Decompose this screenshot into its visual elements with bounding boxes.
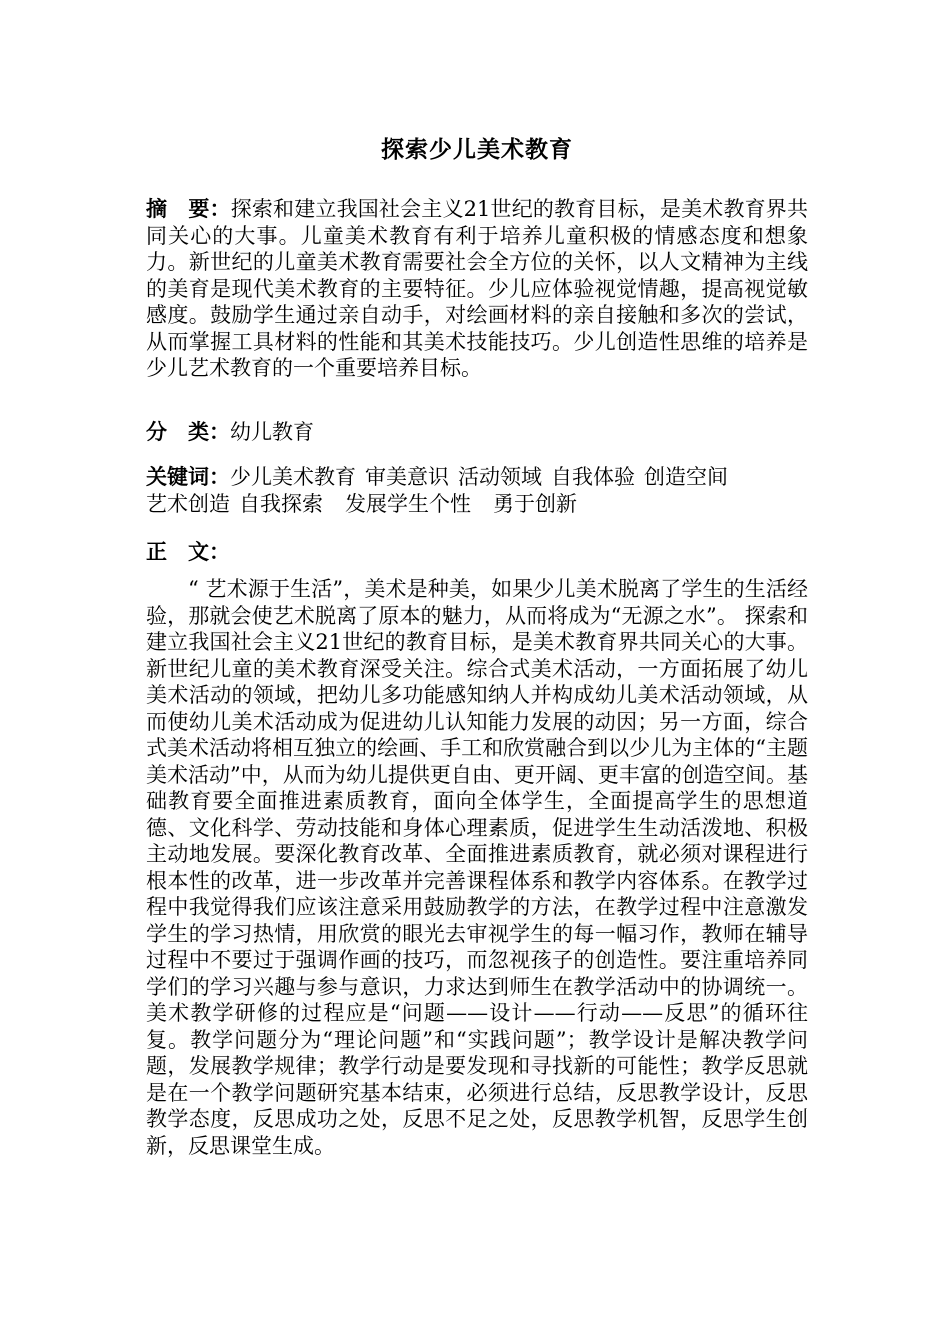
keywords-label: 关键词： [146, 465, 230, 489]
keywords-section [146, 464, 808, 517]
keyword-item: 艺术创造 [146, 491, 230, 516]
keyword-item: 发展学生个性 [345, 491, 471, 516]
body-paragraph: “ 艺术源于生活”，美术是种美，如果少儿美术脱离了学生的生活经验，那就会使艺术脱离了原本的魅力，从而将成为“无源之水”。 探索和建立我国社会主义21世纪的教育目标，是美术教育界共同关心的大事。新世纪儿童的美术教育深受关注。综合式美术活动，一方面拓展了幼儿美术活动的领域，把幼儿多功能感知纳人并构成幼儿美术活动领域，从而使幼儿美术活动成为促进幼儿认知能力发展的动因；另一方面，综合式美术活动将相互独立的绘画、手工和欣赏融合到以少儿为主体的“主题美术活动”中，从而为幼儿提供更自由、更开阔、更丰富的创造空间。基础教育要全面推进素质教育，面向全体学生，全面提高学生的思想道德、文化科学、劳动技能和身体心理素质，促进学生生动活泼地、积极主动地发展。要深化教育改革、全面推进素质教育，就必须对课程进行根本性的改革，进一步改革并完善课程体系和教学内容体系。在教学过程中我觉得我们应该注意采用鼓励教学的方法，在教学过程中注意激发学生的学习热情，用欣赏的眼光去审视学生的每一幅习作，教师在辅导过程中不要过于强调作画的技巧，而忽视孩子的创造性。要注重培养同学们的学习兴趣与参与意识，力求达到师生在教学活动中的协调统一。美术教学研修的过程应是“问题——设计——行动——反思”的循环往复。教学问题分为“理论问题”和“实践问题”；教学设计是解决教学问题，发展教学规律；教学行动是要发现和寻找新的可能性；教学反思就是在一个教学问题研究基本结束，必须进行总结，反思教学设计，反思教学态度，反思成功之处，反思不足之处，反思教学机智，反思学生创新，反思课堂生成。 [146, 577, 808, 1158]
keyword-item: 勇于创新 [493, 491, 577, 516]
category-label: 分 类： [146, 420, 230, 444]
abstract-text: 探索和建立我国社会主义21世纪的教育目标，是美术教育界共同关心的大事。儿童美术教育有利于培养儿童积极的情感态度和想象力。新世纪的儿童美术教育需要社会全方位的关怀，以人文精神为主线的美育是现代美术教育的主要特征。少儿应体验视觉情趣，提高视觉敏感度。鼓励学生通过亲自动手，对绘画材料的亲自接触和多次的尝试，从而掌握工具材料的性能和其美术技能技巧。少儿创造性思维的培养是少儿艺术教育的一个重要培养目标。 [146, 197, 808, 380]
category-section [146, 419, 808, 446]
abstract-label: 摘 要： [146, 197, 231, 221]
abstract-section [146, 196, 808, 382]
keyword-item: 少儿美术教育 [230, 465, 356, 489]
document-title: 探索少儿美术教育 [381, 137, 573, 163]
category-text: 幼儿教育 [230, 420, 314, 444]
keyword-item: 活动领域 [458, 465, 542, 489]
keyword-item: 审美意识 [365, 465, 449, 489]
keyword-item: 自我体验 [551, 465, 635, 489]
body-section-heading [146, 539, 808, 566]
keyword-item: 自我探索 [239, 491, 323, 516]
keyword-item: 创造空间 [644, 465, 728, 489]
body-label: 正 文： [146, 540, 230, 564]
